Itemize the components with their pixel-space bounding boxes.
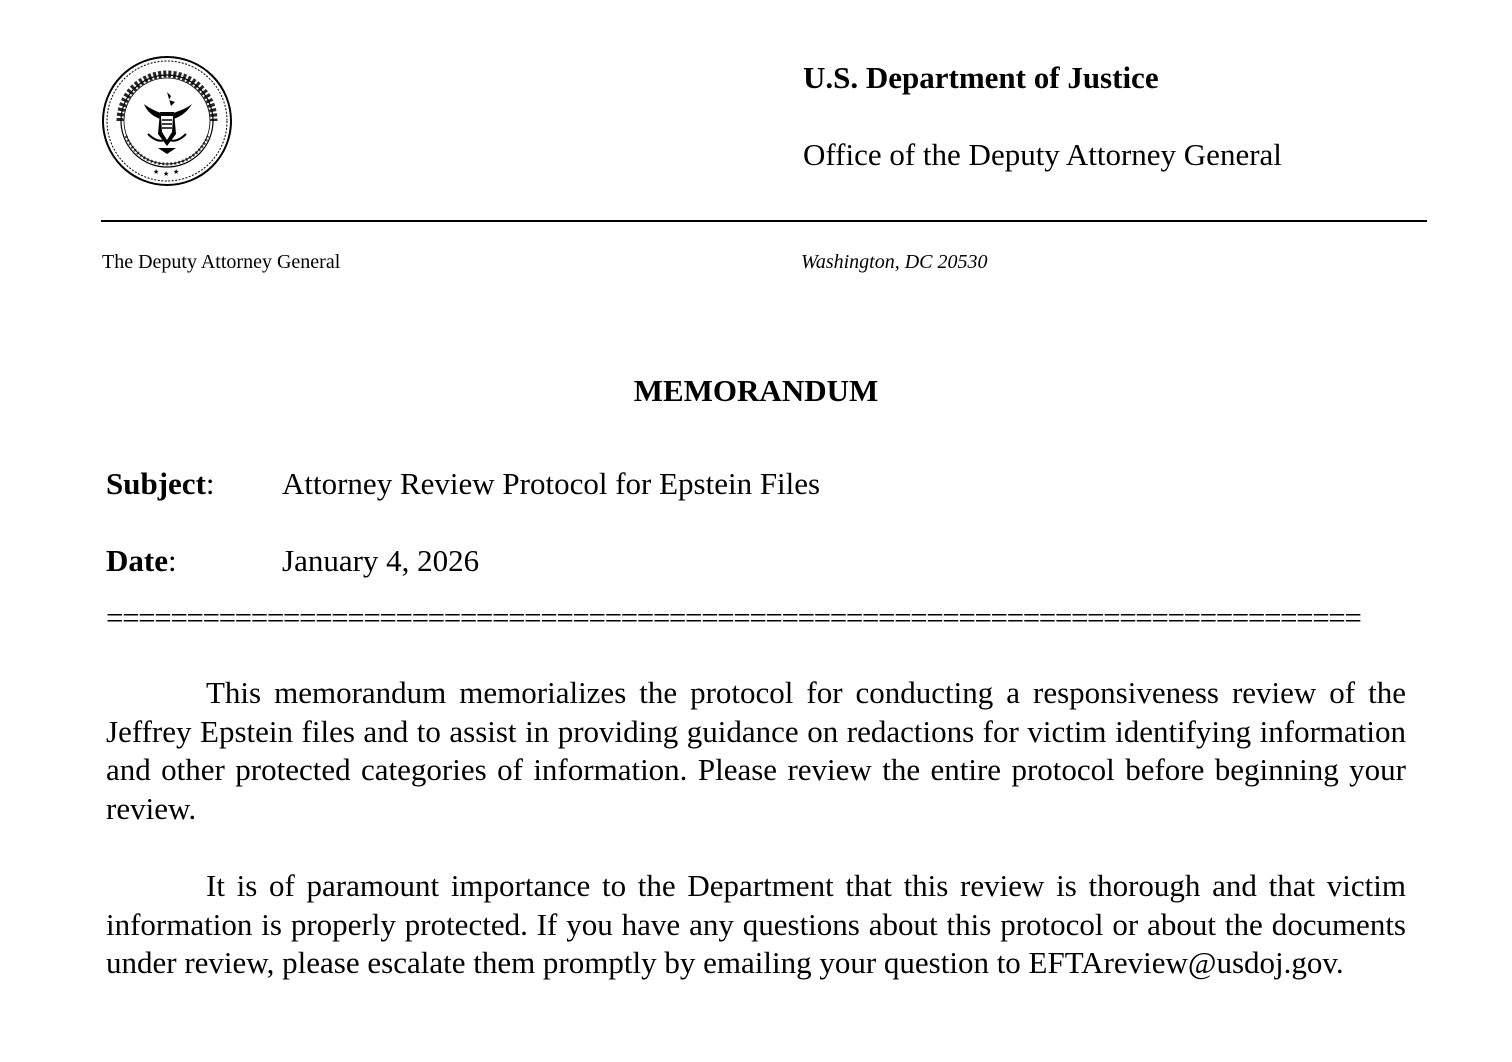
subject-value: Attorney Review Protocol for Epstein Files: [282, 466, 821, 501]
office-name: Office of the Deputy Attorney General: [803, 137, 1282, 172]
svg-text:★: ★: [173, 168, 180, 176]
sender-location: Washington, DC 20530: [801, 251, 988, 273]
memo-separator: ==============================================================================: [106, 600, 1361, 635]
subject-label-colon: :: [205, 466, 215, 501]
body-paragraph-1: This memorandum memorializes the protocol for conducting a responsiveness review of the Jeffrey Epstein files and to assist in providing guidance on redactions for victim identifying information and other protected categories of information. Please review the entire protocol before beginning your review.: [106, 675, 1406, 826]
date-label-text: Date: [106, 543, 168, 578]
body-paragraph-2: It is of paramount importance to the Department that this review is thorough and that victim information is properly protected. If you have any questions about this protocol or about the documents under review, please escalate them promptly by emailing your question to EFTAreview@usdoj.gov.: [106, 868, 1406, 980]
svg-text:★: ★: [163, 170, 170, 178]
letterhead-divider: [101, 220, 1427, 222]
subject-label: [106, 466, 215, 502]
date-label-colon: :: [167, 543, 177, 578]
date-value: January 4, 2026: [282, 543, 480, 578]
doj-seal-icon: [100, 54, 234, 188]
date-label: [106, 543, 177, 579]
memo-title: MEMORANDUM: [633, 373, 879, 408]
sender-title: The Deputy Attorney General: [102, 251, 341, 273]
svg-text:★: ★: [153, 168, 160, 176]
department-name: U.S. Department of Justice: [803, 60, 1159, 95]
subject-label-text: Subject: [106, 466, 206, 501]
